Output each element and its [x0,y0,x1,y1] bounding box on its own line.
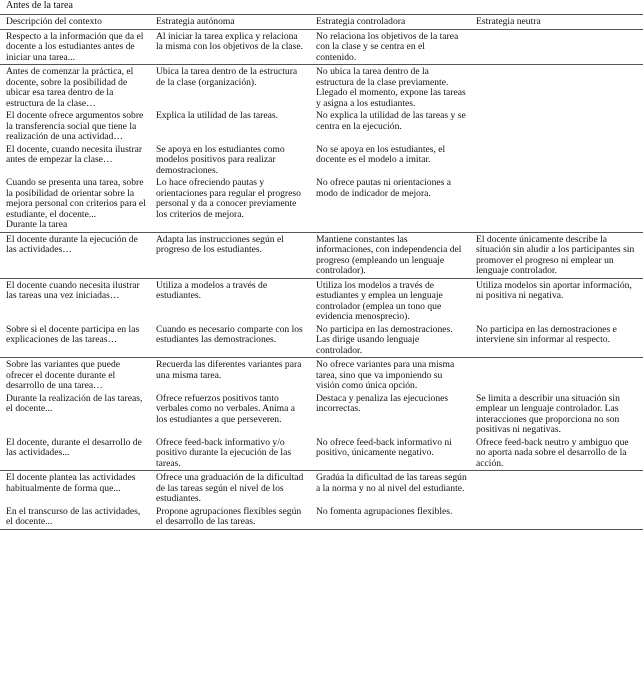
table-cell [150,506,310,530]
cell-text: Lo hace ofreciendo pautas y orientaciones para regular el progreso personal y da a conocer previamente los criterios de mejora. [156,177,301,220]
cell-text: Mantiene constantes las informaciones, con independencia del progreso (empleando un lenguaje controlador). [316,233,462,276]
table-cell [0,177,150,232]
column-header: Estrategia autónoma [150,15,310,30]
cell-text: No se apoya en los estudiantes, el docente es el modelo a imitar. [316,143,446,165]
table-cell [310,177,470,232]
table-cell [310,506,470,530]
column-header: Estrategia controladora [310,15,470,30]
table-cell [310,324,470,358]
cell-text: El docente ofrece argumentos sobre la transferencia social que tiene la realización de una actividad… [6,110,144,142]
table-cell [310,278,470,324]
table-row [0,278,643,324]
table-cell [150,358,310,393]
table-row [0,177,643,232]
table-cell [0,393,150,437]
table-row [0,29,643,65]
table-cell [470,177,643,232]
table-row [0,232,643,278]
cell-text: Ofrece feed-back informativo y/o positivo durante la ejecución de las tareas. [156,436,292,469]
table-cell [0,144,150,178]
table-cell [150,65,310,111]
cell-text: Recuerda las diferentes variantes para una misma tarea. [156,359,302,381]
table-cell [470,110,643,144]
cell-text: No participa en las demostraciones. Las dirige usando lenguaje controlador. [316,323,453,356]
table-cell [0,358,150,393]
table-cell [150,232,310,278]
table-row [0,144,643,178]
table-cell [470,358,643,393]
cell-text: Propone agrupaciones flexibles según el desarrollo de las tareas. [156,505,302,527]
cell-text: No relaciona los objetivos de la tarea con la clase y se centra en el contenido. [316,30,459,63]
table-cell [0,471,150,506]
cell-text: En el transcurso de las actividades, el docente... [6,505,141,527]
cell-text: Sobre las variantes que puede ofrecer el docente durante el desarrollo de una tarea… [6,359,121,391]
table-cell [150,110,310,144]
cell-text: Ofrece una graduación de la dificultad de las tareas según el nivel de los estudiantes. [156,472,304,504]
cell-text: El docente cuando necesita ilustrar las tareas una vez iniciadas… [6,279,140,301]
cell-text: Cuando se presenta una tarea, sobre la posibilidad de orientar sobre la mejora personal con criterios para el estudiante, el docente... [6,177,146,220]
cell-text: No explica la utilidad de las tareas y se centra en la ejecución. [316,110,466,132]
cell-text: Ofrece feed-back neutro y ambiguo que no aporta nada sobre el desarrollo de la acción. [476,436,629,469]
table-cell [0,110,150,144]
table-cell [470,278,643,324]
table-cell [470,393,643,437]
table-cell [150,29,310,65]
cell-text: El docente únicamente describe la situación sin aludir a los participantes sin promover el progreso ni emplear un lenguaje controlador. [476,233,635,276]
table-row [0,393,643,437]
table-cell [150,324,310,358]
cell-text: Se limita a describir una situación sin emplear un lenguaje controlador. Las interacciones que proporciona no son positivas ni negativas. [476,392,620,435]
column-header: Descripción del contexto [0,15,150,30]
table-cell [150,393,310,437]
table-row [0,110,643,144]
table-cell [310,437,470,471]
table-cell [310,471,470,506]
cell-text: Antes de comenzar la práctica, el docente, sobre la posibilidad de ubicar esa tarea dentro de la estructura de la clase… [6,66,134,109]
table-header-row [0,15,643,30]
cell-text: Ofrece refuerzos positivos tanto verbales como no verbales. Anima a los estudiantes a que perseveren. [156,392,296,425]
cell-text: El docente plantea las actividades habitualmente de forma que... [6,472,136,494]
table-cell [0,506,150,530]
cell-text: No ofrece pautas ni orientaciones a modo de indicador de mejora. [316,177,452,199]
table-cell [0,29,150,65]
table-cell [150,437,310,471]
table-body [0,29,643,529]
table-cell [470,65,643,111]
table-cell [470,144,643,178]
table-cell [150,471,310,506]
table-cell [470,324,643,358]
table-row [0,506,643,530]
cell-text: No ubica la tarea dentro de la estructura de la clase previamente. Llegado el momento, expone las tareas y asigna a los estudiantes. [316,66,466,109]
cell-text: Gradúa la dificultad de las tareas según a la norma y no al nivel del estudiante. [316,472,467,494]
cell-text: No participa en las demostraciones e interviene sin informar al respecto. [476,323,617,345]
cell-text: Utiliza modelos sin aportar información, ni positiva ni negativa. [476,279,632,301]
cell-text: Destaca y penaliza las ejecuciones incorrectas. [316,392,449,414]
table-cell [470,437,643,471]
table-cell [310,29,470,65]
cell-text: Se apoya en los estudiantes como modelos positivos para realizar demostraciones. [156,143,285,176]
table-cell [0,65,150,111]
cell-text: Ubica la tarea dentro de la estructura de la clase (organización). [156,66,298,88]
table-cell [470,29,643,65]
table-cell [0,437,150,471]
cell-text: Explica la utilidad de las tareas. [156,110,279,121]
cell-text: El docente, durante el desarrollo de las actividades... [6,436,142,458]
table-cell [0,278,150,324]
table-cell [310,144,470,178]
cell-text: Al iniciar la tarea explica y relaciona la misma con los objetivos de la clase. [156,30,304,52]
table-cell [310,110,470,144]
table-cell [310,232,470,278]
cell-text: El docente, cuando necesita ilustrar antes de empezar la clase… [6,143,143,165]
cell-text: Adapta las instrucciones según el progreso de los estudiantes. [156,233,284,255]
table-cell [150,177,310,232]
table-row [0,65,643,111]
table-cell [150,278,310,324]
table-row [0,437,643,471]
table-cell [310,65,470,111]
table-cell [310,358,470,393]
table-row [0,471,643,506]
cell-text: Utiliza los modelos a través de estudiantes y emplea un lenguaje controlador (emplea un tono que evidencia menosprecio). [316,279,443,322]
strategy-table [0,14,643,530]
table-row [0,358,643,393]
column-header: Estrategia neutra [470,15,643,30]
cell-text: Utiliza a modelos a través de estudiantes. [156,279,268,301]
cell-text: El docente durante la ejecución de las actividades… [6,233,138,255]
section-subheading: Durante la tarea [6,219,68,230]
table-cell [150,144,310,178]
cell-text: Respecto a la información que da el docente a los estudiantes antes de iniciar una tarea... [6,30,144,63]
table-cell [470,232,643,278]
cell-text: No ofrece feed-back informativo ni positivo, únicamente negativo. [316,436,452,458]
cell-text: No ofrece variantes para una misma tarea, sino que va imponiendo su visión como única opción. [316,359,455,391]
cell-text: Sobre si el docente participa en las explicaciones de las tareas… [6,323,140,345]
table-cell [470,471,643,506]
section-heading: Antes de la tarea [6,0,73,11]
table-cell [470,506,643,530]
table-cell [0,324,150,358]
cell-text: Durante la realización de las tareas, el docente... [6,392,143,414]
cell-text: No fomenta agrupaciones flexibles. [316,505,453,517]
table-cell [0,232,150,278]
table-row [0,324,643,358]
cell-text: Cuando es necesario comparte con los estudiantes las demostraciones. [156,323,303,345]
table-cell [310,393,470,437]
